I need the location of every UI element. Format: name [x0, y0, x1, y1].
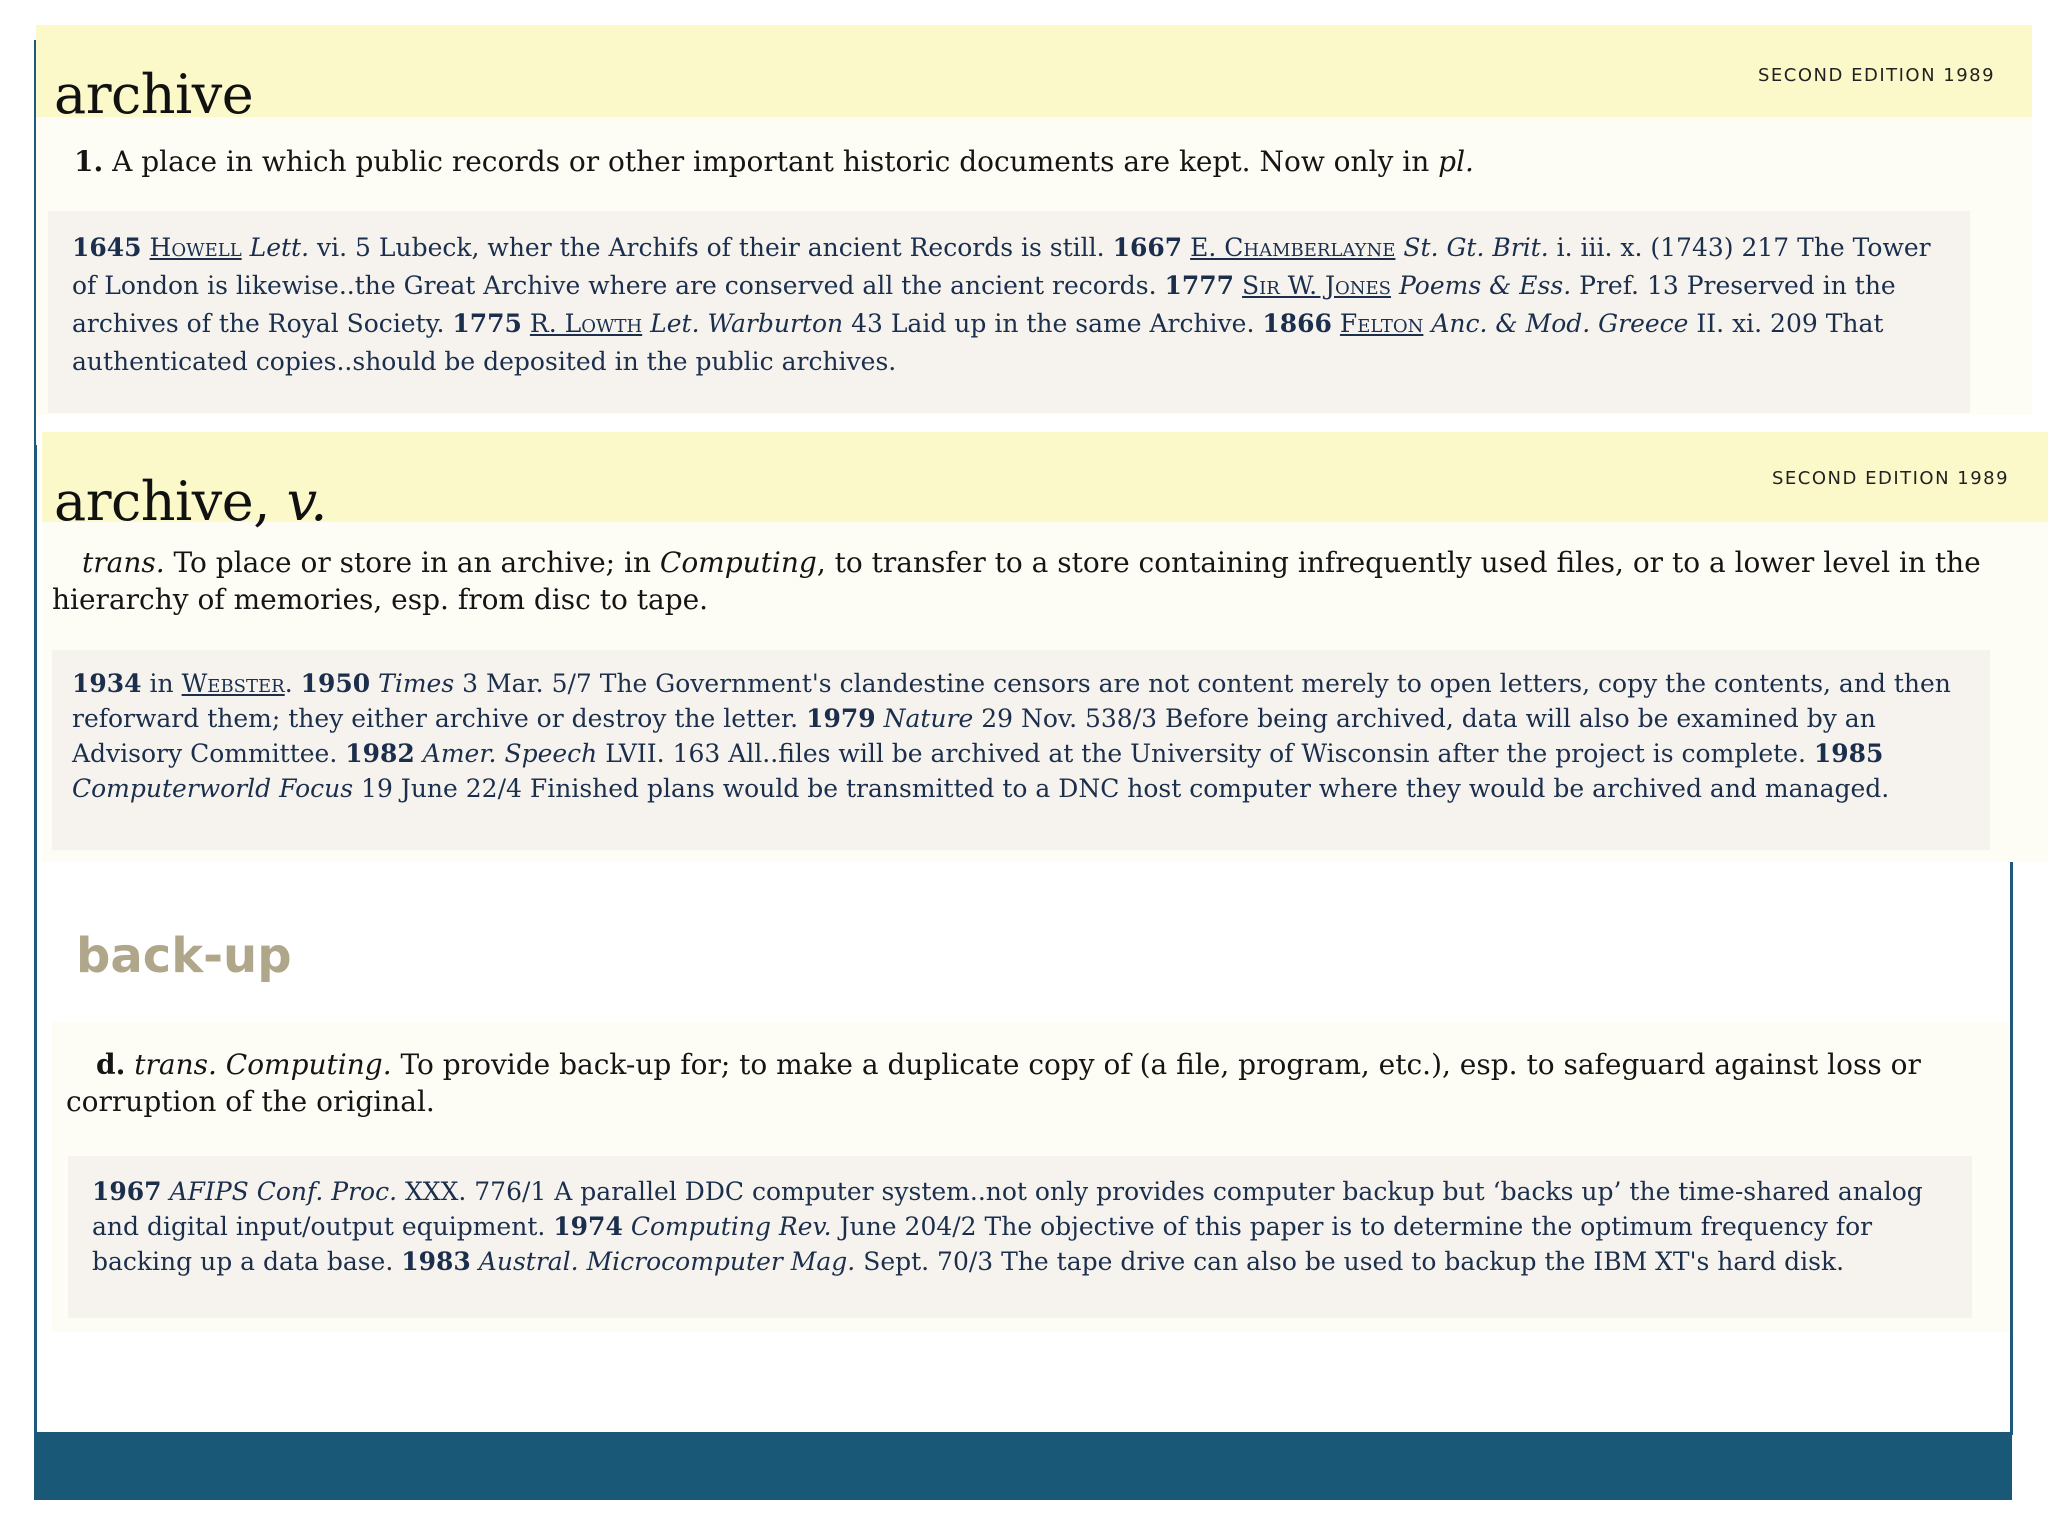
author-link[interactable]: E. Chamberlayne — [1190, 233, 1396, 262]
quotation: 1934 in Webster. — [72, 669, 293, 698]
quotation: 1985 Computerworld Focus 19 June 22/4 Finished plans would be transmitted to a DNC host computer where they would be archived and managed. — [72, 739, 1890, 803]
backup-headword: back-up — [76, 928, 292, 984]
quotation: 1982 Amer. Speech LVII. 163 All..files will be archived at the University of Wisconsin after the project is complete. — [345, 739, 1806, 768]
definition-text: A place in which public records or other important historic documents are kept. Now only in — [112, 145, 1430, 178]
entry-header — [36, 25, 2032, 117]
quotation-text — [72, 666, 1972, 806]
quotation: 1667 E. Chamberlayne St. Gt. Brit. i. iii. x. (1743) 217 The Tower of London is likewise..the Great Archive where are conserved all the ancient records. — [72, 233, 1931, 300]
definition-italic: trans. Computing. — [134, 1048, 392, 1081]
edition-label: SECOND EDITION 1989 — [1758, 65, 1996, 86]
headword — [54, 63, 253, 126]
sense-number: 1. — [74, 145, 104, 178]
entry-archive-verb — [42, 432, 2048, 862]
quotation: 1979 Nature 29 Nov. 538/3 Before being archived, data will also be examined by an Advisory Committee. — [72, 704, 1876, 768]
quotation-block — [68, 1156, 1972, 1318]
quotation-text — [92, 1174, 1962, 1279]
quotation: 1967 AFIPS Conf. Proc. XXX. 776/1 A parallel DDC computer system..not only provides computer backup but ‘backs up’ the time-shared analog and digital input/output equipment. — [92, 1177, 1923, 1241]
quotation: 1974 Computing Rev. June 204/2 The objective of this paper is to determine the optimum frequency for backing up a data base. — [92, 1212, 1873, 1276]
quotation: 1866 Felton Anc. & Mod. Greece II. xi. 209 That authenticated copies..should be deposited in the public archives. — [72, 309, 1884, 376]
definition-lead-italic: trans. — [82, 546, 165, 579]
part-of-speech: v. — [286, 470, 327, 533]
headword — [54, 470, 327, 533]
author-link[interactable]: Felton — [1339, 309, 1424, 338]
edition-label: SECOND EDITION 1989 — [1772, 468, 2010, 489]
quotation-text — [72, 229, 1952, 381]
quotation-block — [52, 650, 1990, 850]
quotation: 1645 Howell Lett. vi. 5 Lubeck, wher the Archifs of their ancient Records is still. — [72, 233, 1105, 262]
definition — [66, 1046, 1966, 1120]
entry-archive-noun — [36, 25, 2032, 415]
author-link[interactable]: Howell — [149, 233, 242, 262]
entry-backup — [52, 1022, 2010, 1332]
footer-bar — [34, 1432, 2012, 1500]
definition — [74, 143, 1974, 180]
author-link[interactable]: Sir W. Jones — [1242, 271, 1392, 300]
author-link[interactable]: R. Lowth — [529, 309, 643, 338]
sense-number: d. — [96, 1048, 126, 1081]
author-link[interactable]: Webster — [181, 669, 285, 698]
frame-left-rule-lower — [34, 445, 37, 1435]
quotation: 1775 R. Lowth Let. Warburton 43 Laid up in the same Archive. — [452, 309, 1255, 338]
quotation-block — [48, 211, 1970, 413]
entry-header — [42, 432, 2048, 522]
definition-text: To provide back-up for; to make a duplicate copy of (a file, program, etc.), esp. to safeguard against loss or corruption of the original. — [66, 1048, 1921, 1118]
quotation: 1777 Sir W. Jones Poems & Ess. Pref. 13 Preserved in the archives of the Royal Society. — [72, 271, 1896, 338]
quotation: 1950 Times 3 Mar. 5/7 The Government's clandestine censors are not content merely to open letters, copy the contents, and then reforward them; they either archive or destroy the letter. — [72, 669, 1951, 733]
headword-text: archive, — [54, 470, 270, 533]
headword-text: archive — [54, 63, 254, 126]
quotation: 1983 Austral. Microcomputer Mag. Sept. 70/3 The tape drive can also be used to backup the IBM XT's hard disk. — [401, 1247, 1845, 1276]
definition-italic: pl. — [1438, 145, 1474, 178]
definition: trans. To place or store in an archive; in Computing, to transfer to a store containing infrequently used files, or to a lower level in the hierarchy of memories, esp. from disc to tape. — [52, 546, 1981, 616]
